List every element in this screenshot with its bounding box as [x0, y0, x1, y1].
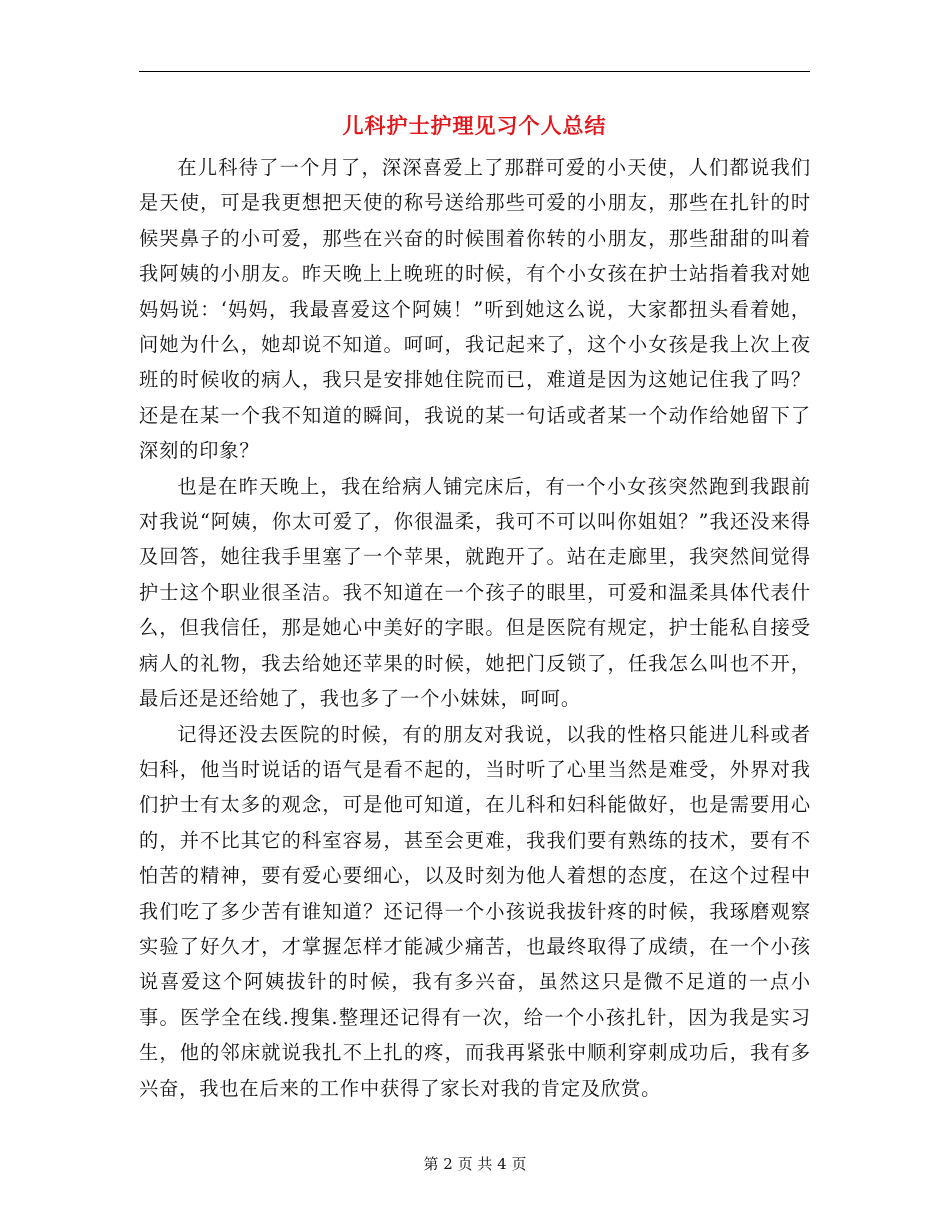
page-number: 第 2 页 共 4 页 [423, 1155, 527, 1173]
paragraph-3: 记得还没去医院的时候，有的朋友对我说，以我的性格只能进儿科或者妇科，他当时说话的语气是看不起的，当时听了心里当然是难受，外界对我们护士有太多的观念，可是他可知道，在儿科和妇科能做好，也是需要用心的，并不比其它的科室容易，甚至会更难，我我们要有熟练的技术，要有不怕苦的精神，要有爱心要细心，以及时刻为他人着想的态度，在这个过程中我们吃了多少苦有谁知道？还记得一个小孩说我拔针疼的时候，我琢磨观察实验了好久才，才掌握怎样才能减少痛苦，也最终取得了成绩，在一个小孩说喜爱这个阿姨拔针的时候，我有多兴奋，虽然这只是微不足道的一点小事。医学全在线.搜集.整理还记得有一次，给一个小孩扎针，因为我是实习生，他的邻床就说我扎不上扎的疼，而我再紧张中顺利穿刺成功后，我有多兴奋，我也在后来的工作中获得了家长对我的肯定及欣赏。 [139, 722, 811, 1100]
document-body [139, 150, 811, 1106]
paragraph-1: 在儿科待了一个月了，深深喜爱上了那群可爱的小天使，人们都说我们是天使，可是我更想把天使的称号送给那些可爱的小朋友，那些在扎针的时候哭鼻子的小可爱，那些在兴奋的时候围着你转的小朋友，那些甜甜的叫着我阿姨的小朋友。昨天晚上上晚班的时候，有个小女孩在护士站指着我对她妈妈说：‘妈妈，我最喜爱这个阿姨！”听到她这么说，大家都扭头看着她，问她为什么，她却说不知道。呵呵，我记起来了，这个小女孩是我上次上夜班的时候收的病人，我只是安排她住院而已，难道是因为这她记住我了吗？还是在某一个我不知道的瞬间，我说的某一句话或者某一个动作给她留下了深刻的印象？ [139, 156, 811, 463]
document-title: 儿科护士护理见习个人总结 [342, 113, 607, 138]
paragraph-2: 也是在昨天晚上，我在给病人铺完床后，有一个小女孩突然跑到我跟前对我说“阿姨，你太可爱了，你很温柔，我可不可以叫你姐姐？”我还没来得及回答，她往我手里塞了一个苹果，就跑开了。站在走廊里，我突然间觉得护士这个职业很圣洁。我不知道在一个孩子的眼里，可爱和温柔具体代表什么，但我信任，那是她心中美好的字眼。但是医院有规定，护士能私自接受病人的礼物，我去给她还苹果的时候，她把门反锁了，任我怎么叫也不开，最后还是还给她了，我也多了一个小妹妹，呵呵。 [139, 474, 811, 711]
header-rule [139, 71, 810, 72]
